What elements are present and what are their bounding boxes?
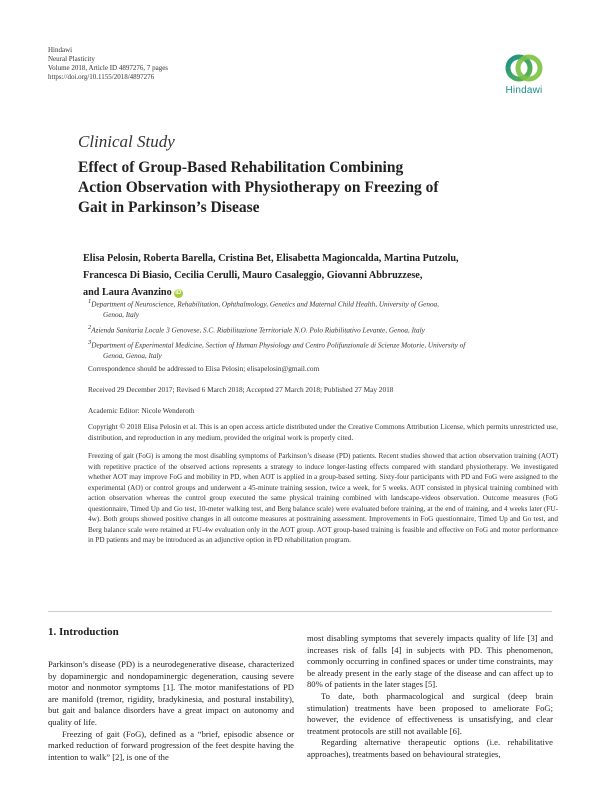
journal-meta [48,46,168,82]
paragraph: To date, both pharmacological and surgical (deep brain stimulation) treatments have been proposed to ameliorate FoG; however, the evidence of effectiveness is unsatisfying, and clear treatment protocols are still not available [6]. [307,690,553,736]
academic-editor: Academic Editor: Nicole Wenderoth [88,406,195,415]
doi-link[interactable]: https://doi.org/10.1155/2018/4897276 [48,73,155,81]
affiliation-number: 1 [88,298,92,305]
affiliations [88,297,558,363]
journal-name: Neural Plasticity [48,55,95,63]
paragraph: most disabling symptoms that severely impacts quality of life [3] and increases risk of falls [4] in subjects with PD. This phenomenon, commonly occurring in confined spaces or under time constraints, may be already present in the early stage of the disease and can affect up to 80% of patients in the later stages [5]. [307,633,553,690]
affiliation-2 [88,323,558,336]
paragraph: Regarding alternative therapeutic options (i.e. rehabilitative approaches), treatments based on behavioural strategies, [307,737,553,759]
author-line [83,267,563,284]
affiliation-text: Genoa, Genoa, Italy [103,351,162,360]
affiliation-1 [88,297,558,321]
author-line-text: Elisa Pelosin, Roberta Barella, Cristina Bet, Elisabetta Magioncalda, Martina Putzolu, [83,253,459,264]
author-line-text: and Laura Avanzino [83,287,172,298]
article-type: Clinical Study [78,132,175,151]
affiliation-number: 2 [88,323,92,331]
logo-wordmark: Hindawi [505,85,543,96]
author-line-text: Francesca Di Biasio, Cecilia Cerulli, Mauro Casaleggio, Giovanni Abbruzzese, [83,270,423,281]
abstract: Freezing of gait (FoG) is among the most disabling symptoms of Parkinson’s disease (PD) patients. Recent studies showed that action observation training (AOT) with repetitive practice of the observed actions represents a strategy to induce longer-lasting effects compared with standard physiotherapy. We investigated whether AOT may improve FoG and mobility in PD, when AOT is applied in a group-based setting. Sixty-four participants with PD and FoG were assigned to the experimental (AO) or control groups and underwent a 45-minute training session, twice a week, for 5 weeks. AOT consisted in physical training combined with action observation whereas the control group executed the same physical training combined with landscape-videos observation. Outcome measures (FoG questionnaire, Timed Up and Go test, 10-meter walking test, and Berg balance scale) were evaluated before training, at the end of training, and 4 weeks later (FU-4w). Both groups showed positive changes in all outcome measures at posttraining assessment. Improvements in FoG questionnaire, Timed Up and Go test, and Berg balance scale were retained at FU-4w evaluation only in the AOT group. AOT group-based training is feasible and effective on FoG and motor performance in PD patients and may be introduced as an adjunctive option in PD rehabilitation program. [88,452,558,544]
left-column [48,659,294,763]
author-line [83,250,563,267]
hindawi-logo-icon [504,52,544,84]
volume-line: Volume 2018, Article ID 4897276, 7 pages [48,64,169,72]
title-line: Effect of Group-Based Rehabilitation Combining [78,159,404,176]
paragraph: Freezing of gait (FoG), defined as a “brief, episodic absence or marked reduction of forward progression of the feet despite having the intention to walk” [2], is one of the [48,728,294,762]
article-title [78,158,498,218]
affiliation-3 [88,338,558,362]
hindawi-logo [500,52,548,96]
author-list [83,250,563,301]
publication-dates: Received 29 December 2017; Revised 6 March 2018; Accepted 27 March 2018; Published 27 May 2018 [88,385,394,394]
right-column [307,633,553,761]
paragraph: Parkinson’s disease (PD) is a neurodegenerative disease, characterized by dopaminergic and nondopaminergic degeneration, causing severe motor and nonmotor symptoms [1]. The motor manifestations of PD are manifold (tremor, rigidity, bradykinesia, and postural instability), but gait and balance disorders have a great impact on autonomy and quality of life. [48,659,294,727]
orcid-icon[interactable]: iD [175,290,182,296]
affiliation-text: Department of Neuroscience, Rehabilitation, Ophthalmology, Genetics and Maternal Child Health, University of Genoa, [91,300,439,309]
copyright-notice: Copyright © 2018 Elisa Pelosin et al. This is an open access article distributed under the Creative Commons Attribution License, which permits unrestricted use, distribution, and reproduction in any medium, provided the original work is properly cited. [88,422,558,442]
title-line: Action Observation with Physiotherapy on Freezing of [78,179,439,196]
title-line: Gait in Parkinson’s Disease [78,199,260,216]
affiliation-number: 3 [88,338,92,346]
affiliation-text: Genoa, Italy [103,310,139,319]
publisher-name: Hindawi [48,46,73,54]
correspondence: Correspondence should be addressed to Elisa Pelosin; elisapelosin@gmail.com [88,364,320,373]
affiliation-text: Department of Experimental Medicine, Section of Human Physiology and Centro Polifunzionale di Scienze Motorie, University of [91,340,466,349]
section-divider [48,611,552,612]
section-heading: 1. Introduction [48,626,119,638]
affiliation-text: Azienda Sanitaria Locale 3 Genovese, S.C. Riabilitazione Territoriale N.O. Polo Riabilitativo Levante, Genoa, Italy [91,325,425,334]
